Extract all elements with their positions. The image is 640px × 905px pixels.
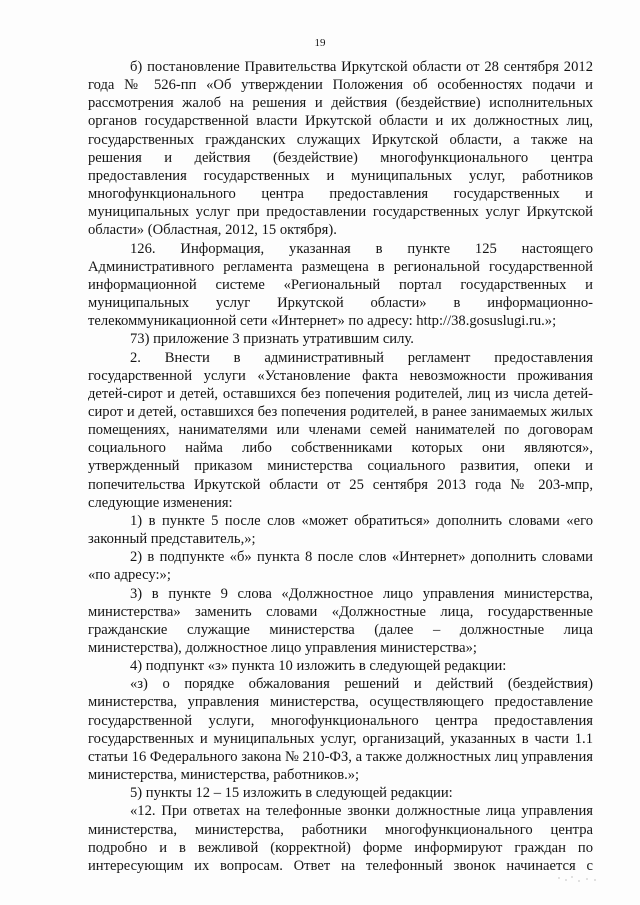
paragraph-item-3: 3) в пункте 9 слова «Должностное лицо управления министерства, министерства» заменить словами «Должностные лица, государственные гражданские служащие министерства (далее – должностные лица министерства), должностное лицо управления министерства»;	[88, 585, 593, 656]
scan-artifact	[556, 873, 602, 883]
paragraph-item-1: 1) в пункте 5 после слов «может обратиться» дополнить словами «его законный представитель,»;	[88, 512, 593, 548]
page-number: 19	[314, 37, 326, 49]
paragraph-item-4: 4) подпункт «з» пункта 10 изложить в следующей редакции:	[130, 658, 507, 675]
paragraph-126: 126. Информация, указанная в пункте 125 настоящего Административного регламента размещена в региональной государственной информационной системе «Региональный портал государственных и муниципальных услуг Иркутской области» в информационно-телекоммуникационной сети «Интернет» по адресу: http://38.gosuslugi.ru.»;	[88, 240, 593, 330]
paragraph-b-resolution: б) постановление Правительства Иркутской области от 28 сентября 2012 года № 526-пп «Об утверждении Положения об особенностях подачи и рассмотрения жалоб на решения и действия (бездействие) исполнительных органов государственной власти Иркутской области и их должностных лиц, государственных гражданских служащих Иркутской области, а также на решения и действия (бездействие) многофункционального центра предоставления государственных и муниципальных услуг, работников многофункционального центра предоставления государственных и муниципальных услуг при предоставлении государственных услуг Иркутской области» (Областная, 2012, 15 октября).	[88, 59, 593, 239]
paragraph-73: 73) приложение 3 признать утратившим силу.	[130, 331, 414, 348]
paragraph-2-amendments: 2. Внести в административный регламент предоставления государственной услуги «Установление факта невозможности проживания детей-сирот и детей, оставшихся без попечения родителей, лиц из числа детей-сирот и детей, оставшихся без попечения родителей, в ранее занимаемых жилых помещениях, нанимателями или членами семей нанимателей по договорам социального найма либо собственниками которых они являются», утвержденный приказом министерства социального развития, опеки и попечительства Иркутской области от 25 сентября 2013 года № 203-мпр, следующие изменения:	[88, 349, 593, 511]
paragraph-12: «12. При ответах на телефонные звонки должностные лица управления министерства, министерства, работники многофункционального центра подробно и в вежливой (корректной) форме информируют граждан по интересующим их вопросам. Ответ на телефонный звонок начинается с	[88, 803, 593, 874]
paragraph-z: «з) о порядке обжалования решений и действий (бездействия) министерства, управления министерства, осуществляющего предоставление государственной услуги, многофункционального центра предоставления государственных и муниципальных услуг, организаций, указанных в части 1.1 статьи 16 Федерального закона № 210-ФЗ, а также должностных лиц управления министерства, министерства, работников.»;	[88, 676, 593, 784]
document-body	[88, 58, 593, 875]
paragraph-item-5: 5) пункты 12 – 15 изложить в следующей редакции:	[130, 785, 453, 802]
paragraph-item-2: 2) в подпункте «б» пункта 8 после слов «Интернет» дополнить словами «по адресу:»;	[88, 549, 593, 584]
